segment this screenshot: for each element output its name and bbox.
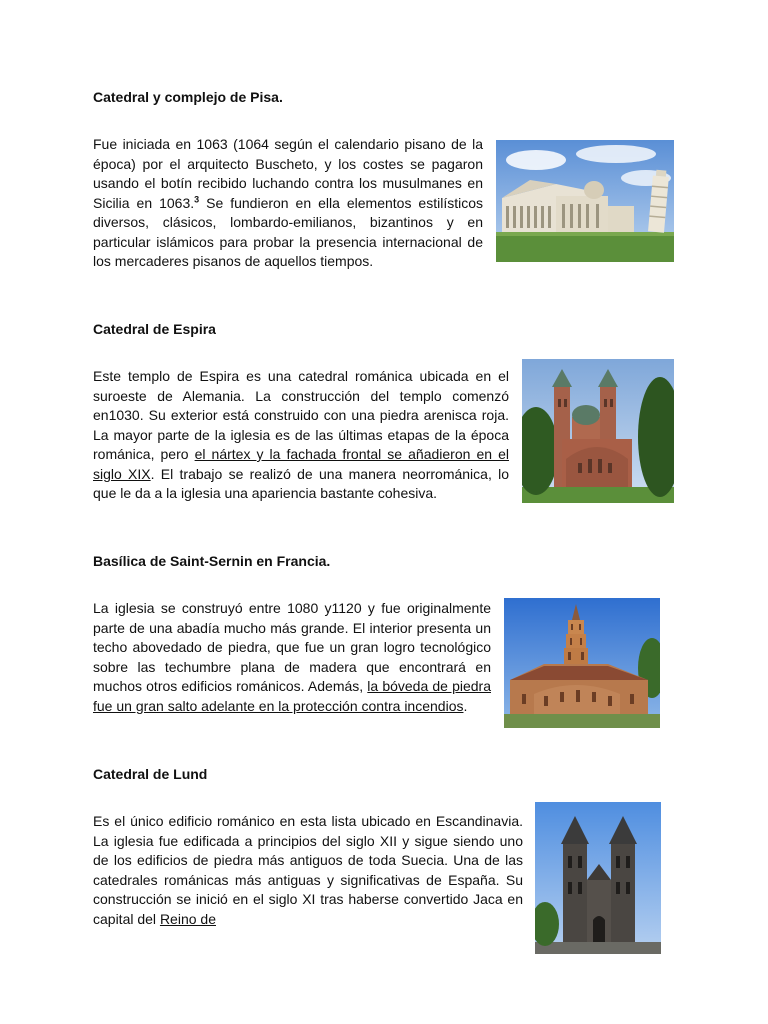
link-boveda[interactable]: la bóveda de piedra fue un gran salto adelante en la protección contra incendios xyxy=(93,678,491,714)
section-title-pisa: Catedral y complejo de Pisa. xyxy=(93,89,283,105)
section-text-espira: Este templo de Espira es una catedral románica ubicada en el suroeste de Alemania. La construcción del templo comenzó en1030. Su exterior está construido con una piedra arenisca roja. La mayor parte de la iglesia es de las últimas etapas de la época románica, pero el nártex y la fachada frontal se añadieron en el siglo XIX. El trabajo se realizó de una manera neorrománica, lo que le da a la iglesia una apariencia bastante cohesiva. xyxy=(93,368,510,501)
section-title-saint-sernin: Basílica de Saint-Sernin en Francia. xyxy=(93,553,331,569)
section-text-pisa: Fue iniciada en 1063 (1064 según el calendario pisano de la época) por el arquitecto Buscheto, y los costes se pagaron usando el botín recibido luchando contra los musulmanes en Sicilia en 1063.$^3$ Se fundieron en ella elementos estilísticos diversos, clásicos, lombardo-emilianos, bizantinos y en particular islámicos para probar la presencia internacional de los mercaderes pisanos de aquellos tiempos. xyxy=(93,136,484,269)
section-text-saint-sernin: La iglesia se construyó entre 1080 y1120 y fue originalmente parte de una abadía mucho más grande. El interior presenta un techo abovedado de piedra, que fue un gran logro tecnológico sobre las techumbre plana de madera que encontrará en muchos otros edificios románicos. Además, la bóveda de piedra fue un gran salto adelante en la protección contra incendios. xyxy=(93,600,491,714)
pisa-cathedral-photo xyxy=(496,140,674,262)
section-title-espira: Catedral de Espira xyxy=(93,321,216,337)
section-title-lund: Catedral de Lund xyxy=(93,766,208,782)
footnote-ref[interactable]: 3 xyxy=(194,193,200,204)
saint-sernin-photo xyxy=(504,598,660,728)
speyer-cathedral-photo xyxy=(522,359,674,503)
link-reino[interactable]: Reino de xyxy=(159,910,216,927)
link-narthex[interactable]: el nártex y la fachada frontal se añadieron en el siglo XIX xyxy=(93,446,509,482)
section-text-lund: Es el único edificio románico en esta lista ubicado en Escandinavia. La iglesia fue edificada a principios del siglo XII y sigue siendo uno de los edificios de piedra más antiguos de toda Suecia. Una de las catedrales románicas más antiguas y significativas de España. Su construcción se inició en el siglo XI tras haberse convertido Jaca en capital del Reino de xyxy=(93,813,523,927)
lund-cathedral-photo xyxy=(535,802,661,954)
